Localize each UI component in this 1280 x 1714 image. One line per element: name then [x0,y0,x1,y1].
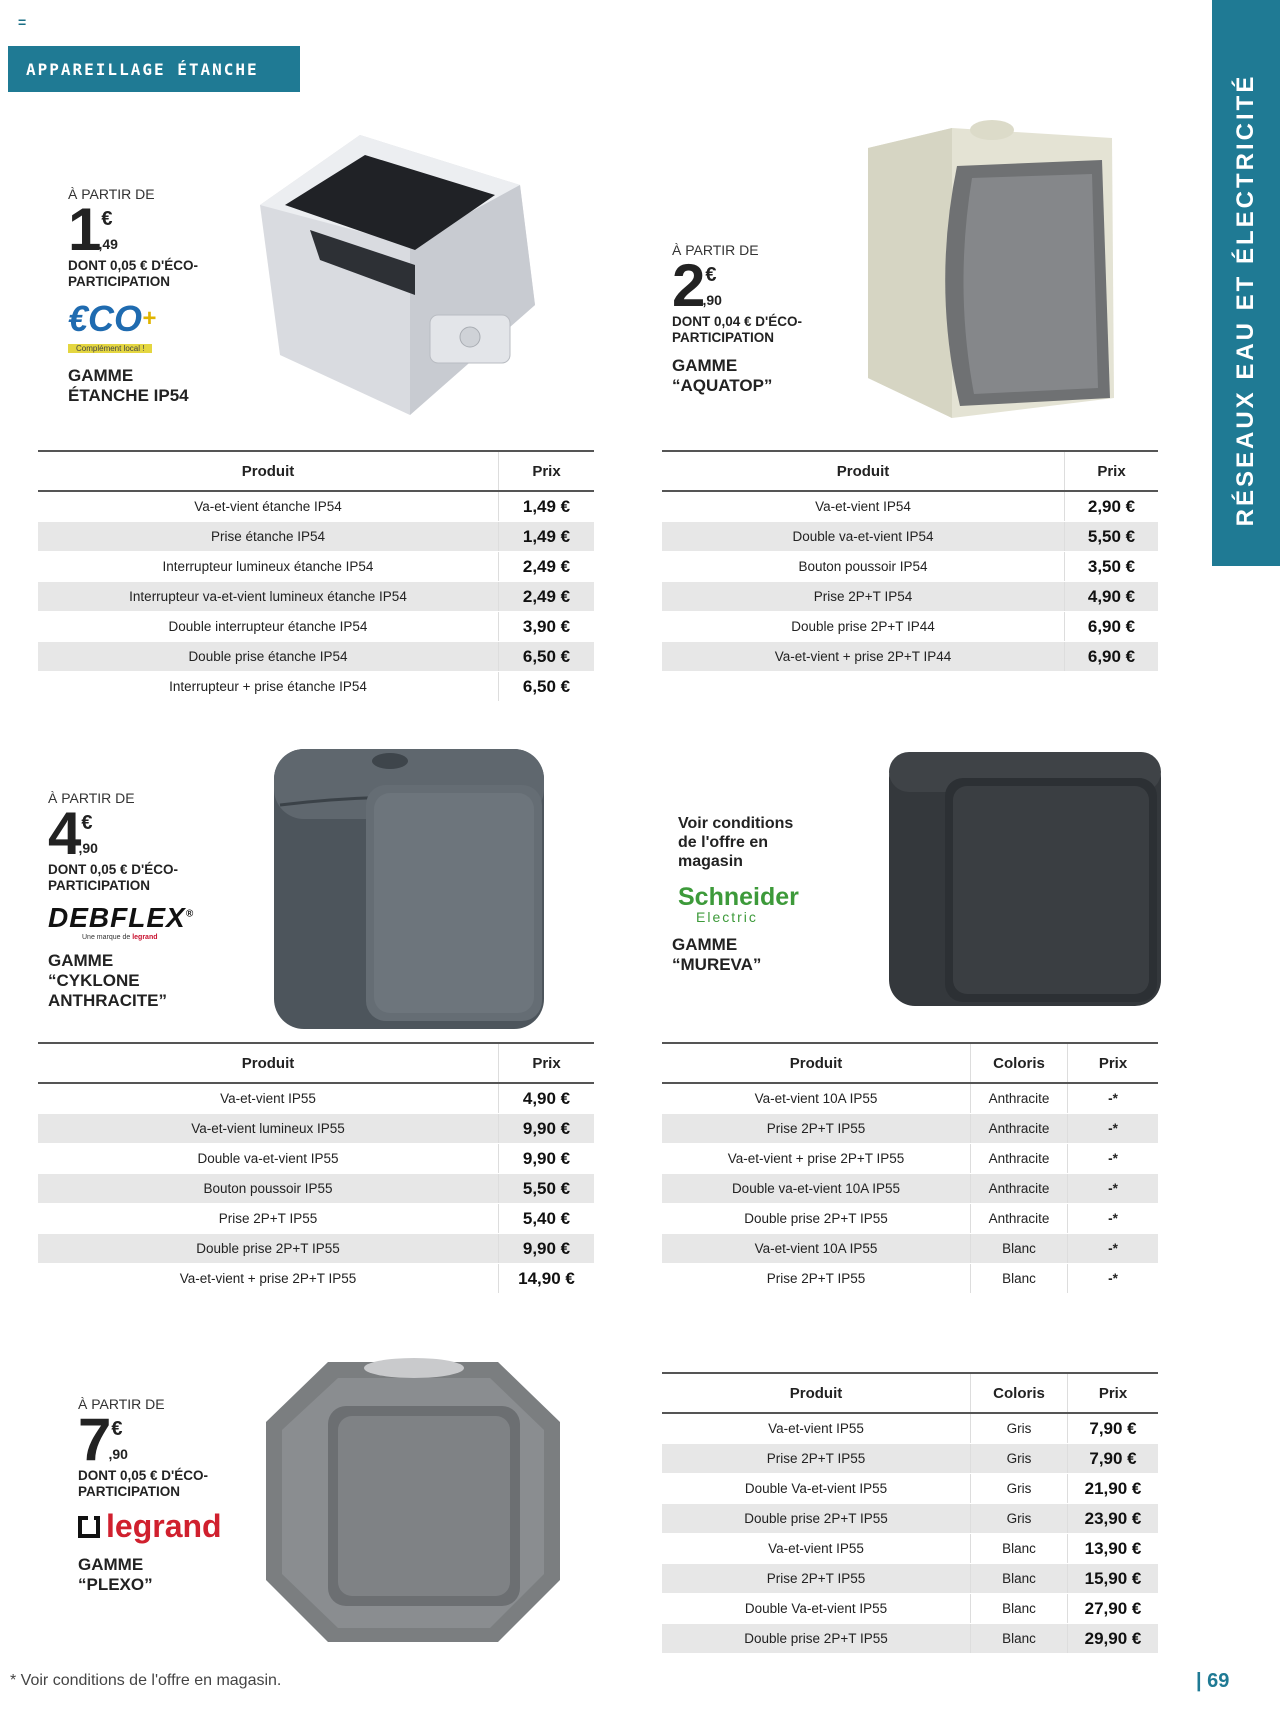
product-cell: Va-et-vient 10A IP55 [662,1234,971,1264]
table-row [38,582,594,612]
table-row [662,1474,1158,1504]
col-header-produit: Produit [662,1373,971,1413]
col-header-produit: Produit [662,1043,971,1083]
eco-logo-plus: + [142,305,157,332]
gamme-title: GAMME “MUREVA” [672,935,762,974]
table-cyklone [38,1042,594,1294]
product-cell: Double va-et-vient IP54 [662,522,1065,552]
price-cell: 15,90 € [1068,1564,1159,1594]
table-row [662,612,1158,642]
table-row [662,1504,1158,1534]
product-image-aquatop [862,118,1122,418]
side-tab [1212,0,1280,566]
price-currency: € [101,208,113,230]
product-cell: Bouton poussoir IP55 [38,1174,499,1204]
table-row [662,1624,1158,1654]
section-banner: APPAREILLAGE ÉTANCHE [8,46,300,92]
price-cell: 7,90 € [1068,1444,1159,1474]
price-cell: 7,90 € [1068,1413,1159,1444]
gamme-title: GAMME “CYKLONE ANTHRACITE” [48,951,167,1010]
table-row [38,522,594,552]
promo-price [68,196,238,263]
color-cell: Blanc [971,1594,1068,1624]
table-row [38,491,594,522]
price-cell: 5,40 € [499,1204,595,1234]
col-header-prix: Prix [1068,1043,1159,1083]
table-row [38,1114,594,1144]
price-cell: 1,49 € [499,491,595,522]
price-cell: 3,90 € [499,612,595,642]
price-cell: 1,49 € [499,522,595,552]
color-cell: Gris [971,1444,1068,1474]
eco-participation: DONT 0,04 € D'ÉCO-PARTICIPATION [672,314,802,345]
product-cell: Double Va-et-vient IP55 [662,1594,971,1624]
color-cell: Gris [971,1504,1068,1534]
table-row [662,582,1158,612]
product-cell: Prise 2P+T IP55 [662,1264,971,1294]
schneider-logo [678,885,799,925]
price-cents: ,90 [108,1446,128,1462]
price-cell: -* [1068,1083,1159,1114]
from-label: À PARTIR DE [68,186,155,202]
color-cell: Gris [971,1474,1068,1504]
color-cell: Blanc [971,1234,1068,1264]
color-cell: Blanc [971,1264,1068,1294]
product-cell: Double interrupteur étanche IP54 [38,612,499,642]
table-row [38,1083,594,1114]
eco-participation: DONT 0,05 € D'ÉCO-PARTICIPATION [48,862,178,893]
price-cell: -* [1068,1204,1159,1234]
table-row [662,522,1158,552]
table-etanche [38,450,594,702]
product-cell: Double prise étanche IP54 [38,642,499,672]
product-cell: Double prise 2P+T IP55 [662,1624,971,1654]
product-cell: Va-et-vient + prise 2P+T IP44 [662,642,1065,672]
color-cell: Blanc [971,1564,1068,1594]
product-image-etanche [250,125,550,430]
legrand-logo-text: legrand [106,1508,222,1544]
promo-cyklone [48,790,218,1011]
table-row [662,1413,1158,1444]
price-currency: € [81,812,93,834]
price-cell: 6,90 € [1065,612,1159,642]
gamme-title: GAMME ÉTANCHE IP54 [68,366,189,405]
price-cell: 13,90 € [1068,1534,1159,1564]
gamme-title: GAMME “PLEXO” [78,1555,153,1594]
table-row [662,1234,1158,1264]
product-cell: Prise 2P+T IP55 [662,1114,971,1144]
table-row [662,1564,1158,1594]
table-row [662,491,1158,522]
footnote: * Voir conditions de l'offre en magasin. [10,1672,282,1689]
eco-plus-logo [68,300,238,356]
product-cell: Double prise 2P+T IP55 [662,1204,971,1234]
debflex-logo-reg: ® [185,908,195,920]
price-cell: 9,90 € [499,1234,595,1264]
page-number: | 69 [1196,1670,1230,1692]
promo-etanche [68,186,238,406]
eco-participation: DONT 0,05 € D'ÉCO-PARTICIPATION [68,258,198,289]
eco-logo-sub: Complément local ! [68,344,152,353]
price-cell: 3,50 € [1065,552,1159,582]
table-mureva [662,1042,1158,1294]
table-row [662,1594,1158,1624]
side-tab-label: RÉSEAUX EAU ET ÉLECTRICITÉ [1232,73,1259,527]
table-row [662,1204,1158,1234]
color-cell: Blanc [971,1624,1068,1654]
product-image-cyklone [270,745,560,1035]
col-header-prix: Prix [499,451,595,491]
schneider-logo-text: Schneider [678,883,799,911]
product-cell: Interrupteur + prise étanche IP54 [38,672,499,702]
price-cell: 23,90 € [1068,1504,1159,1534]
from-label: À PARTIR DE [672,242,759,258]
table-row [662,1444,1158,1474]
table-row [662,1264,1158,1294]
price-cell: -* [1068,1174,1159,1204]
table-row [662,642,1158,672]
product-cell: Va-et-vient + prise 2P+T IP55 [38,1264,499,1294]
eco-participation: DONT 0,05 € D'ÉCO-PARTICIPATION [78,1468,208,1499]
price-cell: 27,90 € [1068,1594,1159,1624]
price-cell: 4,90 € [1065,582,1159,612]
product-cell: Va-et-vient lumineux IP55 [38,1114,499,1144]
price-cell: 4,90 € [499,1083,595,1114]
product-cell: Va-et-vient IP55 [662,1413,971,1444]
table-row [662,1144,1158,1174]
table-row [662,1114,1158,1144]
table-row [662,1534,1158,1564]
col-header-produit: Produit [662,451,1065,491]
eco-logo-text: €CO [68,298,143,339]
debflex-sub-brand: legrand [132,934,158,941]
product-cell: Double prise 2P+T IP55 [38,1234,499,1264]
table-row [38,1264,594,1294]
price-cell: 2,90 € [1065,491,1159,522]
from-label: À PARTIR DE [48,790,135,806]
price-cell: -* [1068,1264,1159,1294]
conditions-text: Voir conditions de l'offre en magasin [678,815,794,870]
price-cents: ,49 [98,236,118,252]
col-header-prix: Prix [499,1043,595,1083]
price-cell: 9,90 € [499,1144,595,1174]
price-euros: 2 [672,252,704,319]
table-row [38,612,594,642]
promo-price [672,252,842,319]
color-cell: Anthracite [971,1174,1068,1204]
price-cell: 29,90 € [1068,1624,1159,1654]
product-cell: Double Va-et-vient IP55 [662,1474,971,1504]
table-plexo [662,1372,1158,1654]
product-cell: Va-et-vient IP55 [38,1083,499,1114]
top-mark: = [18,14,27,30]
price-cell: 2,49 € [499,582,595,612]
price-cents: ,90 [702,292,722,308]
price-cell: -* [1068,1234,1159,1264]
col-header-produit: Produit [38,451,499,491]
product-cell: Prise 2P+T IP54 [662,582,1065,612]
price-euros: 1 [68,196,100,263]
price-euros: 7 [78,1406,110,1473]
color-cell: Anthracite [971,1204,1068,1234]
price-cell: 14,90 € [499,1264,595,1294]
product-cell: Prise étanche IP54 [38,522,499,552]
product-cell: Double prise 2P+T IP55 [662,1504,971,1534]
product-cell: Va-et-vient 10A IP55 [662,1083,971,1114]
price-cell: -* [1068,1144,1159,1174]
promo-price [48,800,218,867]
col-header-coloris: Coloris [971,1043,1068,1083]
price-cents: ,90 [78,840,98,856]
legrand-mark-icon [78,1516,100,1538]
table-row [38,642,594,672]
product-cell: Double va-et-vient 10A IP55 [662,1174,971,1204]
product-cell: Va-et-vient + prise 2P+T IP55 [662,1144,971,1174]
col-header-prix: Prix [1068,1373,1159,1413]
price-cell: 2,49 € [499,552,595,582]
product-cell: Prise 2P+T IP55 [662,1564,971,1594]
table-row [662,1174,1158,1204]
product-cell: Va-et-vient IP55 [662,1534,971,1564]
product-cell: Va-et-vient étanche IP54 [38,491,499,522]
product-cell: Double prise 2P+T IP44 [662,612,1065,642]
product-cell: Prise 2P+T IP55 [662,1444,971,1474]
price-currency: € [111,1418,123,1440]
table-row [662,552,1158,582]
col-header-coloris: Coloris [971,1373,1068,1413]
product-cell: Va-et-vient IP54 [662,491,1065,522]
table-row [38,1204,594,1234]
price-cell: 9,90 € [499,1114,595,1144]
color-cell: Gris [971,1413,1068,1444]
price-cell: 6,90 € [1065,642,1159,672]
table-row [38,1234,594,1264]
legrand-logo [78,1508,248,1545]
product-cell: Double va-et-vient IP55 [38,1144,499,1174]
table-aquatop [662,450,1158,672]
color-cell: Anthracite [971,1114,1068,1144]
product-cell: Interrupteur lumineux étanche IP54 [38,552,499,582]
price-cell: 5,50 € [1065,522,1159,552]
gamme-title: GAMME “AQUATOP” [672,356,773,395]
price-cell: -* [1068,1114,1159,1144]
table-row [38,672,594,702]
schneider-logo-sub: Electric [696,909,758,925]
table-row [38,1174,594,1204]
debflex-logo-text: DEBFLEX [48,902,186,933]
table-row [38,552,594,582]
product-cell: Prise 2P+T IP55 [38,1204,499,1234]
col-header-prix: Prix [1065,451,1159,491]
price-cell: 5,50 € [499,1174,595,1204]
product-cell: Interrupteur va-et-vient lumineux étanche IP54 [38,582,499,612]
table-row [38,1144,594,1174]
promo-aquatop [672,242,842,396]
debflex-sub-text: Une marque de [82,934,131,941]
price-euros: 4 [48,800,80,867]
price-currency: € [705,264,717,286]
from-label: À PARTIR DE [78,1396,165,1412]
product-cell: Bouton poussoir IP54 [662,552,1065,582]
col-header-produit: Produit [38,1043,499,1083]
promo-mureva [672,814,799,975]
price-cell: 6,50 € [499,672,595,702]
product-image-mureva [885,748,1165,1010]
table-row [662,1083,1158,1114]
price-cell: 6,50 € [499,642,595,672]
price-cell: 21,90 € [1068,1474,1159,1504]
debflex-logo [48,902,218,941]
color-cell: Blanc [971,1534,1068,1564]
promo-price [78,1406,248,1473]
color-cell: Anthracite [971,1083,1068,1114]
color-cell: Anthracite [971,1144,1068,1174]
product-image-plexo [258,1352,570,1650]
promo-plexo [78,1396,248,1595]
